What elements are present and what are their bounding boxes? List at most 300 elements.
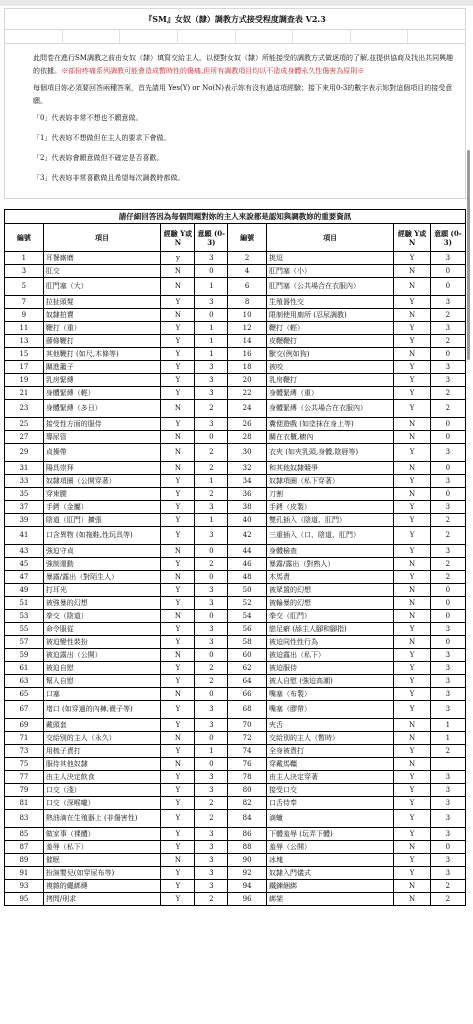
row-experience: Y xyxy=(394,784,430,797)
row-number: 33 xyxy=(5,475,44,488)
row-number: 61 xyxy=(5,662,44,675)
row-number: 39 xyxy=(5,514,44,527)
row-number: 47 xyxy=(5,571,44,584)
row-experience: N xyxy=(394,758,430,771)
row-number: 21 xyxy=(5,387,44,400)
row-number: 8 xyxy=(228,296,267,309)
row-number: 49 xyxy=(5,584,44,597)
row-item: 乳房緊縛 xyxy=(43,374,161,387)
row-number: 17 xyxy=(5,361,44,374)
row-experience: Y xyxy=(394,545,430,558)
row-number: 86 xyxy=(228,828,267,841)
row-experience: Y xyxy=(161,488,195,501)
row-item: 下體羞辱 (玩弄下體) xyxy=(267,828,394,841)
row-item: 由主人決定飲食 xyxy=(43,771,161,784)
row-item: 肛門塞（大） xyxy=(43,278,161,296)
row-number: 25 xyxy=(5,418,44,431)
row-willingness: 3 xyxy=(195,854,228,867)
row-willingness: 0 xyxy=(430,348,465,361)
table-row xyxy=(5,758,466,771)
row-number: 18 xyxy=(228,361,267,374)
row-item: 肛交 xyxy=(43,265,161,278)
row-willingness: 0 xyxy=(430,597,465,610)
row-item: 接受性方面的服侍 xyxy=(43,418,161,431)
row-number: 51 xyxy=(5,597,44,610)
row-willingness: 3 xyxy=(430,854,465,867)
row-willingness: 0 xyxy=(430,610,465,623)
row-item: 被迫變性裝扮 xyxy=(43,636,161,649)
row-number: 29 xyxy=(5,444,44,462)
row-number: 31 xyxy=(5,462,44,475)
table-row xyxy=(5,488,466,501)
row-number: 75 xyxy=(5,758,44,771)
row-item: 身體緊縛（輕） xyxy=(43,387,161,400)
row-item: 口含異物 (如拖鞋,性玩具等) xyxy=(43,527,161,545)
row-experience: Y xyxy=(161,597,195,610)
row-item: 戀足癖 (舔主人腳和腳指) xyxy=(267,623,394,636)
row-willingness: 2 xyxy=(195,662,228,675)
row-number: 80 xyxy=(228,784,267,797)
row-item: 獸交(例如狗) xyxy=(267,348,394,361)
row-number: 9 xyxy=(5,309,44,322)
row-experience: Y xyxy=(161,361,195,374)
row-experience: N xyxy=(394,636,430,649)
row-willingness: 3 xyxy=(430,675,465,688)
row-item: 肛門塞（公共場合在衣服內） xyxy=(267,278,394,296)
row-experience: Y xyxy=(394,475,430,488)
header-item: 項目 xyxy=(43,224,161,252)
row-item: 強迫守貞 xyxy=(43,545,161,558)
row-experience: N xyxy=(394,880,430,893)
row-experience: N xyxy=(394,348,430,361)
row-experience: N xyxy=(161,571,195,584)
row-experience: N xyxy=(161,462,195,475)
row-willingness: 3 xyxy=(195,623,228,636)
row-willingness: 0 xyxy=(430,462,465,475)
survey-table xyxy=(4,223,466,906)
row-item: 皮鞭鞭打 xyxy=(267,335,394,348)
row-willingness: 0 xyxy=(430,431,465,444)
row-experience: Y xyxy=(161,719,195,732)
row-willingness: 1 xyxy=(195,322,228,335)
row-number: 82 xyxy=(228,797,267,810)
row-experience: Y xyxy=(161,880,195,893)
row-item: 冰塊 xyxy=(267,854,394,867)
table-row xyxy=(5,784,466,797)
row-willingness: 0 xyxy=(430,488,465,501)
row-experience: N xyxy=(394,597,430,610)
row-item: 糞便遊戲 (如塗抹在身上等) xyxy=(267,418,394,431)
row-willingness: 3 xyxy=(195,841,228,854)
row-item: 限制使用廁所 (忍尿調教) xyxy=(267,309,394,322)
row-item: 口交（深喉嚨） xyxy=(43,797,161,810)
row-experience: N xyxy=(161,278,195,296)
row-experience: Y xyxy=(161,893,195,906)
row-item: 被眾置的幻想 xyxy=(267,584,394,597)
row-willingness: 2 xyxy=(430,400,465,418)
row-item: 被迫露出（公開） xyxy=(43,649,161,662)
scrollbar[interactable] xyxy=(467,150,470,360)
table-row xyxy=(5,854,466,867)
table-row xyxy=(5,893,466,906)
row-item: 夾舌 xyxy=(267,719,394,732)
row-number: 20 xyxy=(228,374,267,387)
row-number: 13 xyxy=(5,335,44,348)
table-row xyxy=(5,571,466,584)
row-experience: N xyxy=(161,400,195,418)
row-number: 11 xyxy=(5,322,44,335)
row-experience: N xyxy=(394,265,430,278)
row-experience: Y xyxy=(161,841,195,854)
row-item: 堵口 (如穿過的內褲,襪子等) xyxy=(43,701,161,719)
table-row xyxy=(5,810,466,828)
row-willingness: 2 xyxy=(430,571,465,584)
row-number: 93 xyxy=(5,880,44,893)
table-row xyxy=(5,797,466,810)
row-item: 被強暴的幻想 xyxy=(43,597,161,610)
table-row xyxy=(5,361,466,374)
row-number: 32 xyxy=(228,462,267,475)
row-willingness: 3 xyxy=(195,719,228,732)
row-item: 木馬責 xyxy=(267,571,394,584)
row-willingness: 2 xyxy=(430,387,465,400)
row-item: 身體緊縛（多日） xyxy=(43,400,161,418)
row-number: 63 xyxy=(5,675,44,688)
row-number: 70 xyxy=(228,719,267,732)
intro-paragraph-2: 每個項目妳必須要回答兩種答案，首先請用 Yes(Y) or No(N)表示妳有沒有過這項經驗；接下來用0-3的數字表示妳對這個項目的接受意願。 xyxy=(33,84,453,105)
row-number: 88 xyxy=(228,841,267,854)
row-number: 41 xyxy=(5,527,44,545)
row-willingness: 0 xyxy=(430,841,465,854)
row-willingness: 3 xyxy=(430,252,465,265)
row-item: 交給別的主人（永久） xyxy=(43,732,161,745)
row-item: 嘴塞（膠帶） xyxy=(267,701,394,719)
row-willingness: 0 xyxy=(195,610,228,623)
row-number: 6 xyxy=(228,278,267,296)
row-number: 64 xyxy=(228,675,267,688)
row-experience: N xyxy=(394,893,430,906)
row-experience: Y xyxy=(394,828,430,841)
row-experience: Y xyxy=(161,584,195,597)
row-experience: Y xyxy=(161,867,195,880)
row-willingness: 3 xyxy=(195,867,228,880)
table-row xyxy=(5,278,466,296)
row-experience: Y xyxy=(394,771,430,784)
row-experience: Y xyxy=(161,335,195,348)
row-willingness: 3 xyxy=(430,374,465,387)
row-item: 交給別的主人（暫時） xyxy=(267,732,394,745)
row-willingness: 3 xyxy=(195,584,228,597)
row-willingness: 3 xyxy=(430,810,465,828)
row-willingness: 3 xyxy=(430,649,465,662)
row-number: 96 xyxy=(228,893,267,906)
row-willingness: 0 xyxy=(195,309,228,322)
row-experience: Y xyxy=(394,701,430,719)
row-item: 打耳光 xyxy=(43,584,161,597)
row-item: 關進籠子 xyxy=(43,361,161,374)
table-row xyxy=(5,431,466,444)
row-number: 55 xyxy=(5,623,44,636)
row-willingness: 2 xyxy=(195,488,228,501)
row-number: 48 xyxy=(228,571,267,584)
row-number: 59 xyxy=(5,649,44,662)
row-item: 全身被責打 xyxy=(267,745,394,758)
row-number: 72 xyxy=(228,732,267,745)
table-row xyxy=(5,462,466,475)
row-number: 83 xyxy=(5,810,44,828)
row-willingness: 3 xyxy=(195,527,228,545)
row-experience: N xyxy=(394,610,430,623)
row-number: 34 xyxy=(228,475,267,488)
row-willingness: 1 xyxy=(195,514,228,527)
row-number: 46 xyxy=(228,558,267,571)
row-willingness: 2 xyxy=(430,893,465,906)
row-willingness: 3 xyxy=(195,636,228,649)
row-item: 被輪暴的幻想 xyxy=(267,597,394,610)
row-item: 身體緊縛（公共場合在衣服內） xyxy=(267,400,394,418)
row-willingness: 0 xyxy=(195,649,228,662)
row-item: 催眠 xyxy=(43,854,161,867)
row-number: 35 xyxy=(5,488,44,501)
row-experience: Y xyxy=(394,387,430,400)
row-item: 奴隸入門儀式 xyxy=(267,867,394,880)
header-will: 意願 (0-3) xyxy=(430,224,465,252)
row-item: 用梳子責打 xyxy=(43,745,161,758)
row-item: 雙孔插入（陰道、肛門） xyxy=(267,514,394,527)
row-item: 拉扯頭髮 xyxy=(43,296,161,309)
row-number: 12 xyxy=(228,322,267,335)
header-exp: 經驗 Y或N xyxy=(394,224,430,252)
viewer-top-band xyxy=(0,0,473,6)
row-experience: N xyxy=(394,309,430,322)
row-number: 92 xyxy=(228,867,267,880)
row-experience: Y xyxy=(161,418,195,431)
row-item: 奴隸項圈（私下穿著） xyxy=(267,475,394,488)
empty-grid-strip xyxy=(4,30,466,44)
row-experience: Y xyxy=(161,828,195,841)
row-experience: Y xyxy=(161,501,195,514)
row-experience: N xyxy=(161,610,195,623)
row-item: 被咬 xyxy=(267,361,394,374)
row-experience: Y xyxy=(161,387,195,400)
row-willingness: 3 xyxy=(430,828,465,841)
table-row xyxy=(5,597,466,610)
row-experience: N xyxy=(394,488,430,501)
row-willingness: 2 xyxy=(195,797,228,810)
table-row xyxy=(5,514,466,527)
table-row xyxy=(5,296,466,309)
table-row xyxy=(5,867,466,880)
row-item: 肛門塞（小） xyxy=(267,265,394,278)
row-item: 身體檢查 xyxy=(267,545,394,558)
header-num: 編號 xyxy=(228,224,267,252)
row-willingness: 0 xyxy=(430,418,465,431)
row-number: 74 xyxy=(228,745,267,758)
intro-warning: ※部份疼痛系列調教可能會造成暫時性的傷痛,但所有調教項目均以不造成身體永久性傷害為原則※ xyxy=(61,67,365,75)
row-willingness: 1 xyxy=(195,745,228,758)
row-item: 陽具崇拜 xyxy=(43,462,161,475)
row-experience: N xyxy=(161,545,195,558)
row-item: 導尿管 xyxy=(43,431,161,444)
row-willingness: 0 xyxy=(195,545,228,558)
row-number: 57 xyxy=(5,636,44,649)
row-item: 手銬（金屬） xyxy=(43,501,161,514)
row-experience: Y xyxy=(394,335,430,348)
row-number: 94 xyxy=(228,880,267,893)
row-willingness: 0 xyxy=(195,758,228,771)
row-experience: Y xyxy=(394,374,430,387)
row-item: 拷問/刑求 xyxy=(43,893,161,906)
row-willingness: 3 xyxy=(430,797,465,810)
row-number: 95 xyxy=(5,893,44,906)
row-item: 被迫自慰 xyxy=(43,662,161,675)
row-experience: Y xyxy=(161,636,195,649)
row-item: 奴隸拍賣 xyxy=(43,309,161,322)
row-number: 38 xyxy=(228,501,267,514)
row-item: 三重插入（口、陰道、肛門） xyxy=(267,527,394,545)
row-willingness: 1 xyxy=(430,732,465,745)
row-willingness: 2 xyxy=(430,527,465,545)
row-number: 62 xyxy=(228,662,267,675)
table-row xyxy=(5,701,466,719)
row-item: 滴蠟 xyxy=(267,810,394,828)
row-willingness: 3 xyxy=(195,361,228,374)
row-willingness: 3 xyxy=(430,688,465,701)
table-row xyxy=(5,374,466,387)
row-experience: Y xyxy=(161,296,195,309)
table-row xyxy=(5,771,466,784)
row-experience: Y xyxy=(161,810,195,828)
row-number: 89 xyxy=(5,854,44,867)
row-item: 被迫服侍 xyxy=(267,662,394,675)
row-item: 戴頭套 xyxy=(43,719,161,732)
row-willingness: 3 xyxy=(430,771,465,784)
table-row xyxy=(5,418,466,431)
row-willingness: 3 xyxy=(195,880,228,893)
row-experience: Y xyxy=(394,662,430,675)
row-experience: Y xyxy=(161,675,195,688)
row-willingness: 3 xyxy=(430,444,465,462)
row-number: 56 xyxy=(228,623,267,636)
table-row xyxy=(5,252,466,265)
row-number: 45 xyxy=(5,558,44,571)
row-willingness: 3 xyxy=(195,296,228,309)
table-row xyxy=(5,688,466,701)
header-num: 編號 xyxy=(5,224,44,252)
row-willingness: 3 xyxy=(430,361,465,374)
row-number: 1 xyxy=(5,252,44,265)
row-item: 身體緊縛（重） xyxy=(267,387,394,400)
row-willingness: 2 xyxy=(430,880,465,893)
table-row xyxy=(5,732,466,745)
row-experience: N xyxy=(394,732,430,745)
table-row xyxy=(5,675,466,688)
row-willingness: 0 xyxy=(430,265,465,278)
row-experience: N xyxy=(161,265,195,278)
legend-0: 「0」代表妳非常不想也不願意做。 xyxy=(33,114,143,122)
row-number: 52 xyxy=(228,597,267,610)
row-willingness: 3 xyxy=(195,597,228,610)
row-number: 81 xyxy=(5,797,44,810)
row-number: 28 xyxy=(228,431,267,444)
row-number: 15 xyxy=(5,348,44,361)
row-willingness: 0 xyxy=(195,265,228,278)
row-willingness: 3 xyxy=(430,475,465,488)
table-row xyxy=(5,400,466,418)
row-number: 85 xyxy=(5,828,44,841)
row-item: 羞辱（私下） xyxy=(43,841,161,854)
row-item: 服侍其他奴隸 xyxy=(43,758,161,771)
row-item: 耳餐廝磨 xyxy=(43,252,161,265)
row-experience: Y xyxy=(161,475,195,488)
intro-text: 此問卷在進行SM調教之前由女奴（隸）填寫交給主人。以便對女奴（隸）所能接受的調教方式做逐項的了解,並提供協商及找出共同興趣的依據。 xyxy=(33,54,454,75)
row-willingness: 0 xyxy=(195,688,228,701)
table-row xyxy=(5,662,466,675)
row-willingness: 3 xyxy=(195,387,228,400)
row-number: 44 xyxy=(228,545,267,558)
row-number: 58 xyxy=(228,636,267,649)
row-number: 16 xyxy=(228,348,267,361)
row-experience: N xyxy=(161,444,195,462)
row-experience: Y xyxy=(394,322,430,335)
row-item: 鞭打（重） xyxy=(43,322,161,335)
row-willingness: 0 xyxy=(430,584,465,597)
row-number: 60 xyxy=(228,649,267,662)
table-row xyxy=(5,828,466,841)
row-experience: Y xyxy=(161,348,195,361)
row-willingness: 0 xyxy=(430,636,465,649)
row-experience: N xyxy=(394,719,430,732)
row-willingness: 3 xyxy=(430,545,465,558)
row-willingness: 3 xyxy=(430,784,465,797)
row-item: 綁架 xyxy=(267,893,394,906)
row-experience: Y xyxy=(161,771,195,784)
row-experience: Y xyxy=(394,571,430,584)
row-willingness: 3 xyxy=(195,784,228,797)
row-item: 穿束腰 xyxy=(43,488,161,501)
row-number: 79 xyxy=(5,784,44,797)
table-row xyxy=(5,501,466,514)
row-item: 穿戴馬韁 xyxy=(267,758,394,771)
row-willingness: 3 xyxy=(430,662,465,675)
row-item: 暴露/露出（對陌生人） xyxy=(43,571,161,584)
row-experience: Y xyxy=(161,797,195,810)
row-number: 65 xyxy=(5,688,44,701)
row-willingness: 2 xyxy=(430,514,465,527)
row-item: 生殖器性交 xyxy=(267,296,394,309)
row-number: 68 xyxy=(228,701,267,719)
row-willingness: 2 xyxy=(430,335,465,348)
legend-1: 「1」代表妳不想做但在主人的要求下會做。 xyxy=(33,134,171,142)
row-experience: Y xyxy=(394,514,430,527)
row-willingness: 1 xyxy=(195,335,228,348)
row-experience: Y xyxy=(161,558,195,571)
row-experience: Y xyxy=(394,810,430,828)
row-willingness: 2 xyxy=(430,558,465,571)
row-experience: Y xyxy=(394,854,430,867)
row-willingness: 2 xyxy=(195,893,228,906)
row-experience: N xyxy=(394,584,430,597)
row-experience: Y xyxy=(394,400,430,418)
row-item: 衣夾 (如夾乳頭,身體,陰唇等) xyxy=(267,444,394,462)
row-experience: N xyxy=(394,841,430,854)
header-item: 項目 xyxy=(267,224,394,252)
row-experience: Y xyxy=(161,623,195,636)
row-item: 熱油滴在生殖器上 (非傷害性) xyxy=(43,810,161,828)
row-item: 刀割 xyxy=(267,488,394,501)
row-experience: Y xyxy=(161,662,195,675)
row-item: 其他鞭打 (如尺,木條等) xyxy=(43,348,161,361)
